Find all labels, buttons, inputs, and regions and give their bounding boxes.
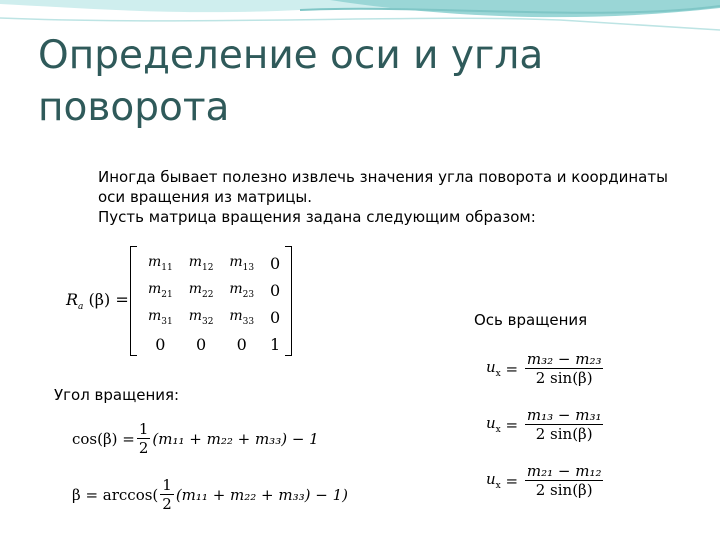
matrix-cell: $m_{21}$ xyxy=(147,281,173,300)
half-fraction: $\frac{1}{2}$ xyxy=(162,476,172,513)
intro-text xyxy=(98,167,708,227)
beta-arccos-formula: β = arccos( $\frac{1}{2}$ (m₁₁ + m₂₂ + m₃₃) − 1) xyxy=(72,476,348,513)
half-fraction: $\frac{1}{2}$ xyxy=(138,420,149,457)
matrix-cell: $m_{11}$ xyxy=(147,254,173,273)
matrix-left-bracket xyxy=(130,246,137,356)
matrix-row xyxy=(140,277,288,304)
matrix-cell: $m_{12}$ xyxy=(188,254,214,273)
cos-beta-formula: cos(β) = $\frac{1}{2}$ (m₁₁ + m₂₂ + m₃₃) − 1 xyxy=(72,420,319,457)
rotation-matrix-formula xyxy=(66,244,296,360)
matrix-cell: $m_{13}$ xyxy=(229,254,255,273)
matrix-cell: $m_{33}$ xyxy=(229,308,255,327)
intro-line-1: Иногда бывает полезно извлечь значения угла поворота и координаты xyxy=(98,168,668,186)
axis-label: Ось вращения xyxy=(474,311,588,329)
matrix-cell: 0 xyxy=(236,335,247,354)
intro-line-2: оси вращения из матрицы. xyxy=(98,188,313,206)
title-line-1: Определение оси и угла xyxy=(38,33,544,78)
axis-formula-2: $u_x$ = $\frac{\text{m₁₃ − m₃₁}}{2 \sin(\beta)}$ xyxy=(486,406,602,443)
matrix-body xyxy=(130,244,292,358)
intro-line-3: Пусть матрица вращения задана следующим образом: xyxy=(98,208,536,226)
matrix-cell: $m_{23}$ xyxy=(229,281,255,300)
matrix-row xyxy=(140,304,288,331)
matrix-cell: 0 xyxy=(269,254,281,273)
axis-formula-1: $u_x$ = $\frac{\text{m₃₂ − m₂₃}}{2 \sin(\beta)}$ xyxy=(486,350,602,387)
matrix-cell: 0 xyxy=(195,335,207,354)
axis-formula-3: $u_x$ = $\frac{\text{m₂₁ − m₁₂}}{2 \sin(\beta)}$ xyxy=(486,462,602,499)
matrix-lhs: $R_a$ (β) = xyxy=(66,290,129,313)
matrix-grid xyxy=(140,250,288,358)
matrix-cell: 0 xyxy=(269,308,281,327)
matrix-cell: $m_{22}$ xyxy=(188,281,214,300)
matrix-cell: 0 xyxy=(155,335,166,354)
matrix-cell: $m_{32}$ xyxy=(188,308,214,327)
matrix-row xyxy=(140,250,288,277)
title-line-2: поворота xyxy=(38,85,230,130)
matrix-row xyxy=(140,331,288,358)
matrix-cell: 0 xyxy=(269,281,281,300)
matrix-cell: 1 xyxy=(269,335,281,354)
angle-label: Угол вращения: xyxy=(54,386,180,404)
slide-title xyxy=(38,30,658,134)
matrix-cell: $m_{31}$ xyxy=(147,308,173,327)
